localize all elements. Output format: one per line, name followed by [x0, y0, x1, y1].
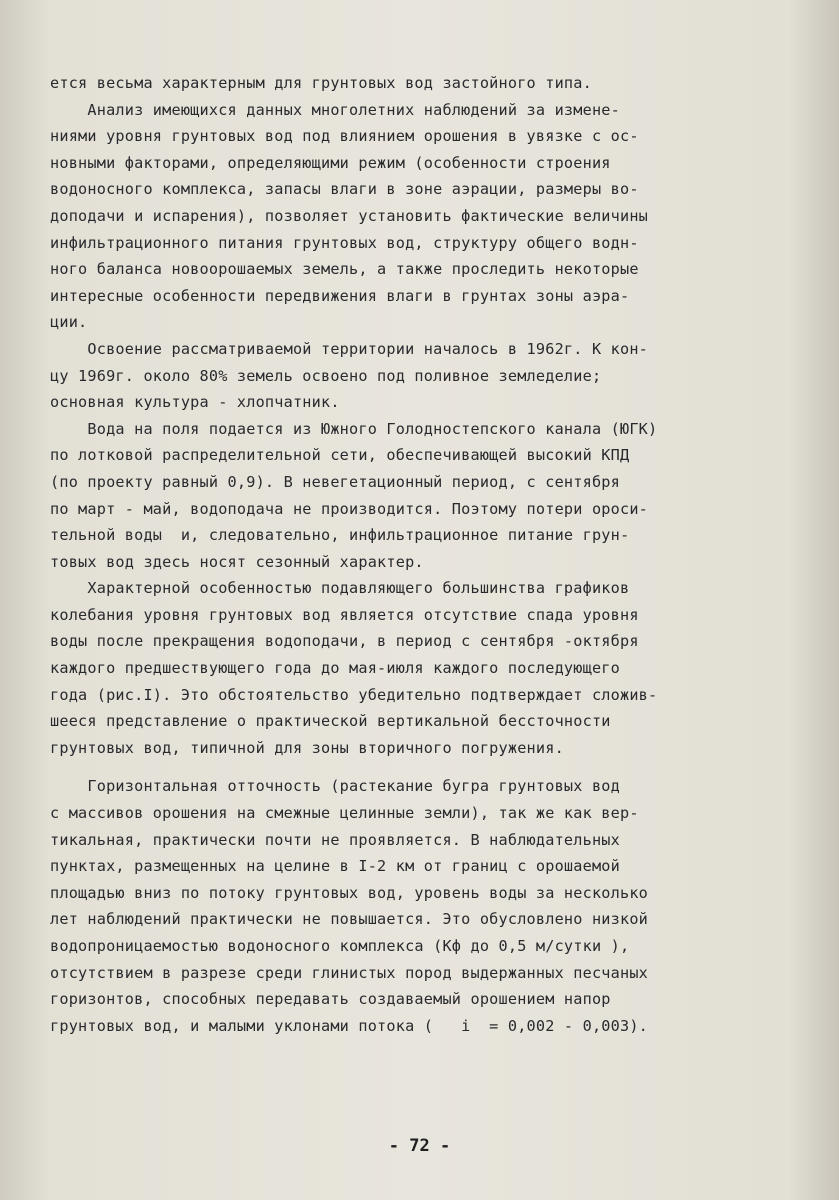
text-line: года (рис.I). Это обстоятельство убедительно подтверждает сложив-	[22, 685, 658, 704]
text-line: доподачи и испарения), позволяет установить фактические величины	[22, 206, 649, 225]
text-line: с массивов орошения на смежные целинные земли), так же как вер-	[22, 804, 639, 823]
text-line: ниями уровня грунтовых вод под влиянием орошения в увязке с ос-	[22, 127, 639, 146]
body-text	[22, 70, 822, 1039]
paragraph	[22, 70, 822, 97]
text-line: интересные особенности передвижения влаги в грунтах зоны аэра-	[22, 286, 630, 305]
text-line: Горизонтальная отточность (растекание бугра грунтовых вод	[22, 777, 620, 796]
text-line: горизонтов, способных передавать создаваемый орошением напор	[22, 990, 611, 1009]
text-line: (по проекту равный 0,9). В невегетационный период, с сентября	[22, 472, 620, 491]
text-line: каждого предшествующего года до мая-июля каждого последующего	[22, 659, 620, 678]
text-line: инфильтрационного питания грунтовых вод, структуру общего водн-	[22, 233, 639, 252]
text-line: водоносного комплекса, запасы влаги в зоне аэрации, размеры во-	[22, 180, 639, 199]
text-line: ного баланса новоорошаемых земель, а также проследить некоторые	[22, 260, 639, 279]
text-line: товых вод здесь носят сезонный характер.	[22, 552, 424, 571]
paragraph-gap	[22, 761, 822, 773]
text-line: отсутствием в разрезе среди глинистых пород выдержанных песчаных	[22, 963, 649, 982]
text-line: пунктах, размещенных на целине в I-2 км от границ с орошаемой	[22, 857, 620, 876]
text-line: цу 1969г. около 80% земель освоено под поливное земледелие;	[22, 366, 602, 385]
text-line: по лотковой распределительной сети, обеспечивающей высокий КПД	[22, 446, 630, 465]
text-line: грунтовых вод, типичной для зоны вторичного погружения.	[22, 738, 564, 757]
text-line: шееся представление о практической вертикальной бессточности	[22, 712, 611, 731]
text-line: тельной воды и, следовательно, инфильтрационное питание грун-	[22, 526, 630, 545]
text-line: лет наблюдений практически не повышается. Это обусловлено низкой	[22, 910, 649, 929]
paragraph	[22, 336, 822, 416]
paragraph	[22, 416, 822, 576]
text-line: Характерной особенностью подавляющего большинства графиков	[22, 579, 630, 598]
text-line: Вода на поля подается из Южного Голодностепского канала (ЮГК)	[22, 419, 658, 438]
text-line: тикальная, практически почти не проявляется. В наблюдательных	[22, 830, 620, 849]
text-line: основная культура - хлопчатник.	[22, 393, 340, 412]
text-line: колебания уровня грунтовых вод является отсутствие спада уровня	[22, 605, 639, 624]
paragraph	[22, 97, 822, 336]
text-line: воды после прекращения водоподачи, в период с сентября -октября	[22, 632, 639, 651]
page-number: - 72 -	[388, 1136, 451, 1156]
text-line: ции.	[22, 313, 88, 332]
text-line: по март - май, водоподача не производится. Поэтому потери ороси-	[22, 499, 649, 518]
paragraph	[22, 773, 822, 1039]
text-line: ется весьма характерным для грунтовых вод застойного типа.	[22, 74, 592, 92]
text-line: площадью вниз по потоку грунтовых вод, уровень воды за несколько	[22, 883, 649, 902]
text-line: Анализ имеющихся данных многолетних наблюдений за измене-	[22, 100, 620, 119]
paragraph	[22, 575, 822, 761]
text-line: грунтовых вод, и малыми уклонами потока ( i = 0,002 - 0,003).	[22, 1016, 649, 1035]
text-line: новными факторами, определяющими режим (особенности строения	[22, 153, 611, 172]
text-line: Освоение рассматриваемой территории началось в 1962г. К кон-	[22, 339, 649, 358]
text-line: водопроницаемостью водоносного комплекса (Кф до 0,5 м/сутки ),	[22, 937, 630, 955]
